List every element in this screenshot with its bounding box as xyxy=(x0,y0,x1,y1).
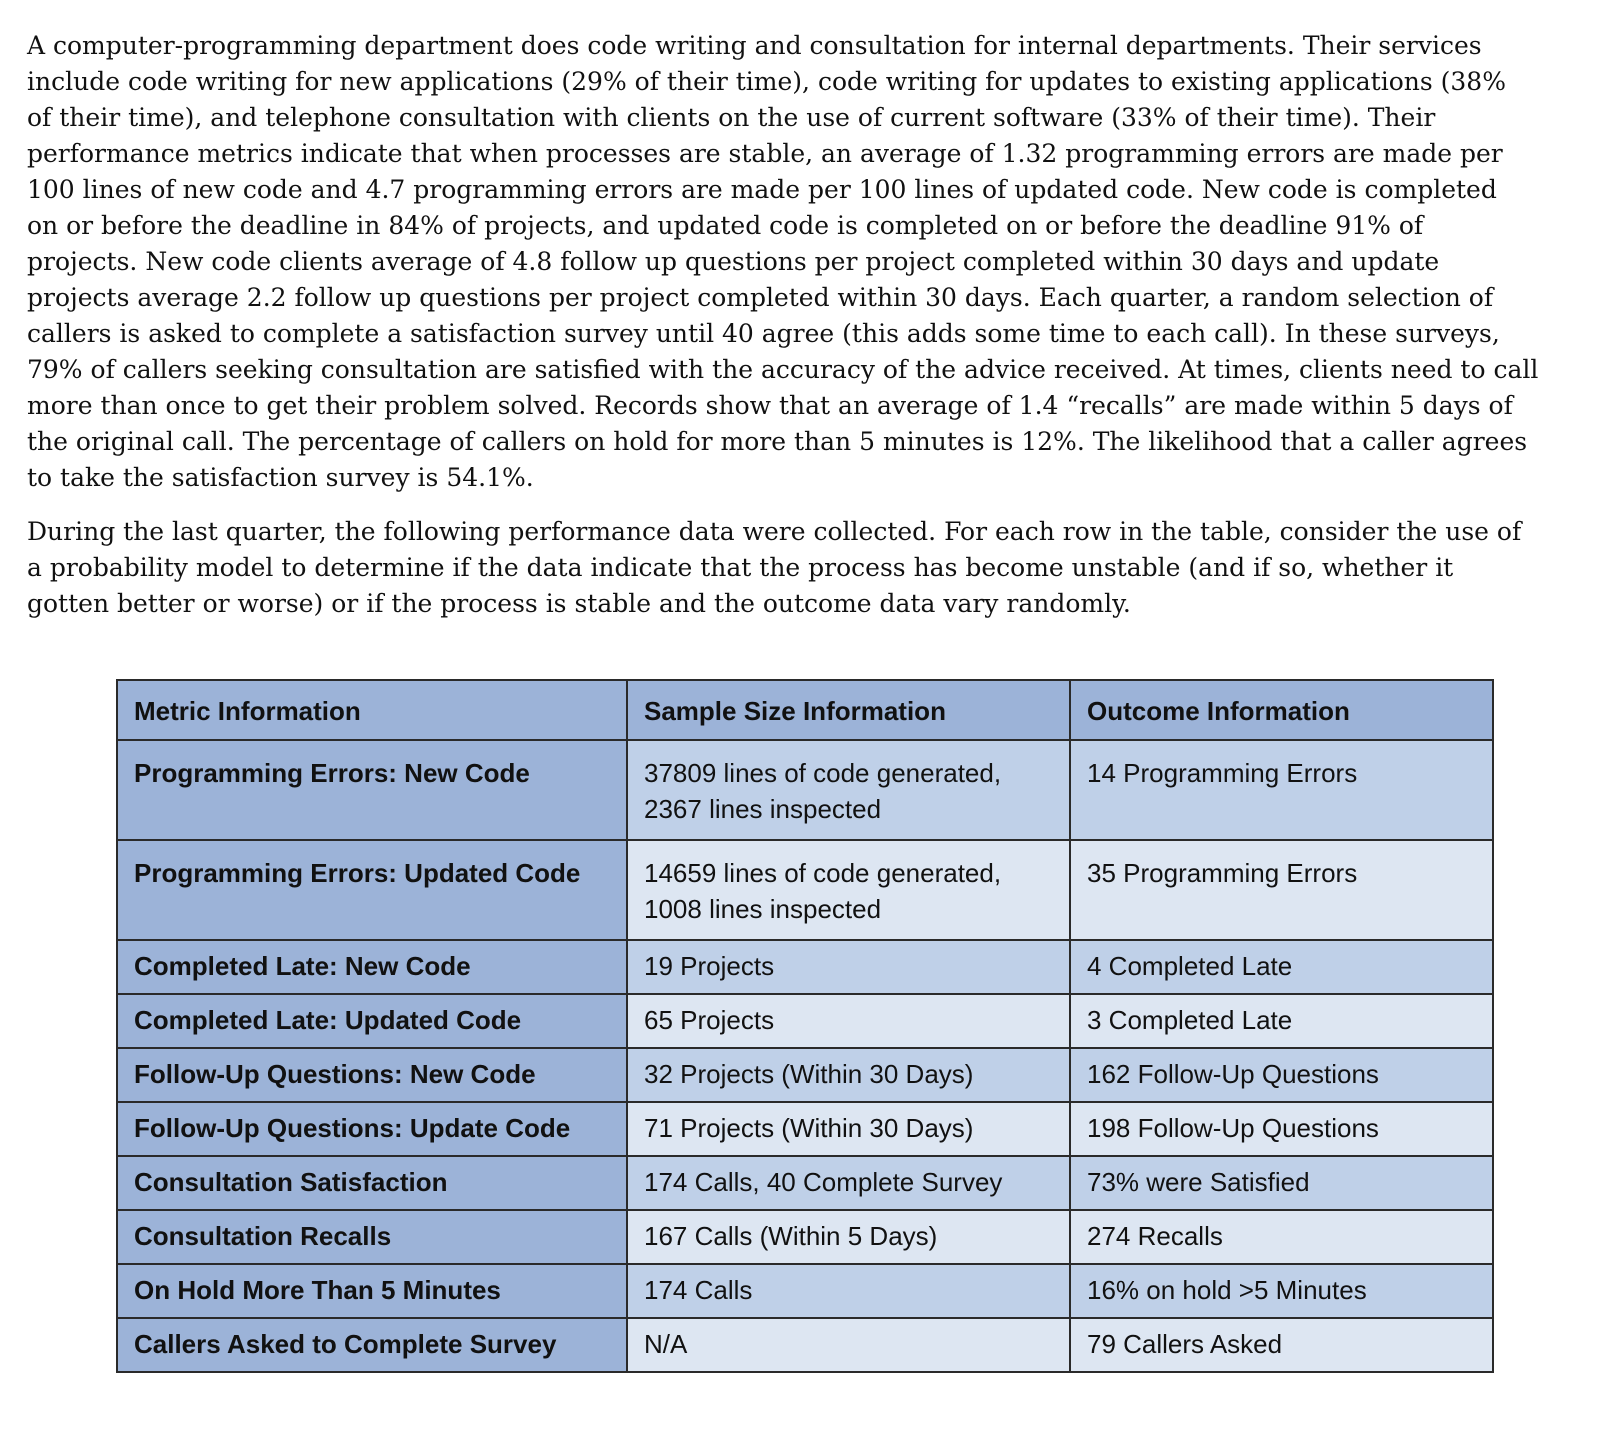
table-row xyxy=(117,940,1493,994)
metric-cell: Consultation Satisfaction xyxy=(117,1156,627,1210)
table-row xyxy=(117,740,1493,840)
sample-cell: N/A xyxy=(627,1318,1070,1372)
outcome-cell: 73% were Satisfied xyxy=(1070,1156,1493,1210)
table-row xyxy=(117,994,1493,1048)
sample-cell: 167 Calls (Within 5 Days) xyxy=(627,1210,1070,1264)
table-row xyxy=(117,1102,1493,1156)
sample-cell: 65 Projects xyxy=(627,994,1070,1048)
table-row xyxy=(117,1318,1493,1372)
table-row xyxy=(117,1264,1493,1318)
sample-cell: 174 Calls, 40 Complete Survey xyxy=(627,1156,1070,1210)
table-row xyxy=(117,1156,1493,1210)
table-header-row xyxy=(117,680,1493,740)
metric-cell: Follow-Up Questions: Update Code xyxy=(117,1102,627,1156)
sample-cell: 174 Calls xyxy=(627,1264,1070,1318)
sample-cell: 37809 lines of code generated, 2367 lines inspected xyxy=(627,740,1070,840)
outcome-cell: 274 Recalls xyxy=(1070,1210,1493,1264)
sample-cell: 71 Projects (Within 30 Days) xyxy=(627,1102,1070,1156)
outcome-cell: 16% on hold >5 Minutes xyxy=(1070,1264,1493,1318)
metric-cell: Programming Errors: Updated Code xyxy=(117,840,627,940)
outcome-cell: 162 Follow-Up Questions xyxy=(1070,1048,1493,1102)
outcome-cell: 198 Follow-Up Questions xyxy=(1070,1102,1493,1156)
metric-cell: Consultation Recalls xyxy=(117,1210,627,1264)
metric-cell: On Hold More Than 5 Minutes xyxy=(117,1264,627,1318)
outcome-cell: 35 Programming Errors xyxy=(1070,840,1493,940)
metric-cell: Follow-Up Questions: New Code xyxy=(117,1048,627,1102)
outcome-cell: 4 Completed Late xyxy=(1070,940,1493,994)
performance-data-table xyxy=(116,679,1494,1373)
sample-cell: 14659 lines of code generated, 1008 lines inspected xyxy=(627,840,1070,940)
metric-cell: Callers Asked to Complete Survey xyxy=(117,1318,627,1372)
table-row xyxy=(117,840,1493,940)
metric-cell: Programming Errors: New Code xyxy=(117,740,627,840)
header-sample: Sample Size Information xyxy=(627,680,1070,740)
outcome-cell: 79 Callers Asked xyxy=(1070,1318,1493,1372)
header-metric: Metric Information xyxy=(117,680,627,740)
sample-cell: 19 Projects xyxy=(627,940,1070,994)
header-outcome: Outcome Information xyxy=(1070,680,1493,740)
intro-paragraph: A computer-programming department does code writing and consultation for internal departments. Their services include code writing for new applications (29% of their time), code writing for updates to existing applications (38% of their time), and telephone consultation with clients on the use of current software (33% of their time). Their performance metrics indicate that when processes are stable, an average of 1.32 programming errors are made per 100 lines of new code and 4.7 programming errors are made per 100 lines of updated code. New code is completed on or before the deadline in 84% of projects, and updated code is completed on or before the deadline 91% of projects. New code clients average of 4.8 follow up questions per project completed within 30 days and update projects average 2.2 follow up questions per project completed within 30 days. Each quarter, a random selection of callers is asked to complete a satisfaction survey until 40 agree (this adds some time to each call). In these surveys, 79% of callers seeking consultation are satisfied with the accuracy of the advice received. At times, clients need to call more than once to get their problem solved. Records show that an average of 1.4 “recalls” are made within 5 days of the original call. The percentage of callers on hold for more than 5 minutes is 12%. The likelihood that a caller agrees to take the satisfaction survey is 54.1%. xyxy=(27,31,1539,492)
table-row xyxy=(117,1048,1493,1102)
instructions-paragraph: During the last quarter, the following performance data were collected. For each row in the table, consider the use of a probability model to determine if the data indicate that the process has become unstable (and if so, whether it gotten better or worse) or if the process is stable and the outcome data vary randomly. xyxy=(27,517,1522,618)
sample-cell: 32 Projects (Within 30 Days) xyxy=(627,1048,1070,1102)
table-row xyxy=(117,1210,1493,1264)
metric-cell: Completed Late: New Code xyxy=(117,940,627,994)
outcome-cell: 14 Programming Errors xyxy=(1070,740,1493,840)
outcome-cell: 3 Completed Late xyxy=(1070,994,1493,1048)
metric-cell: Completed Late: Updated Code xyxy=(117,994,627,1048)
